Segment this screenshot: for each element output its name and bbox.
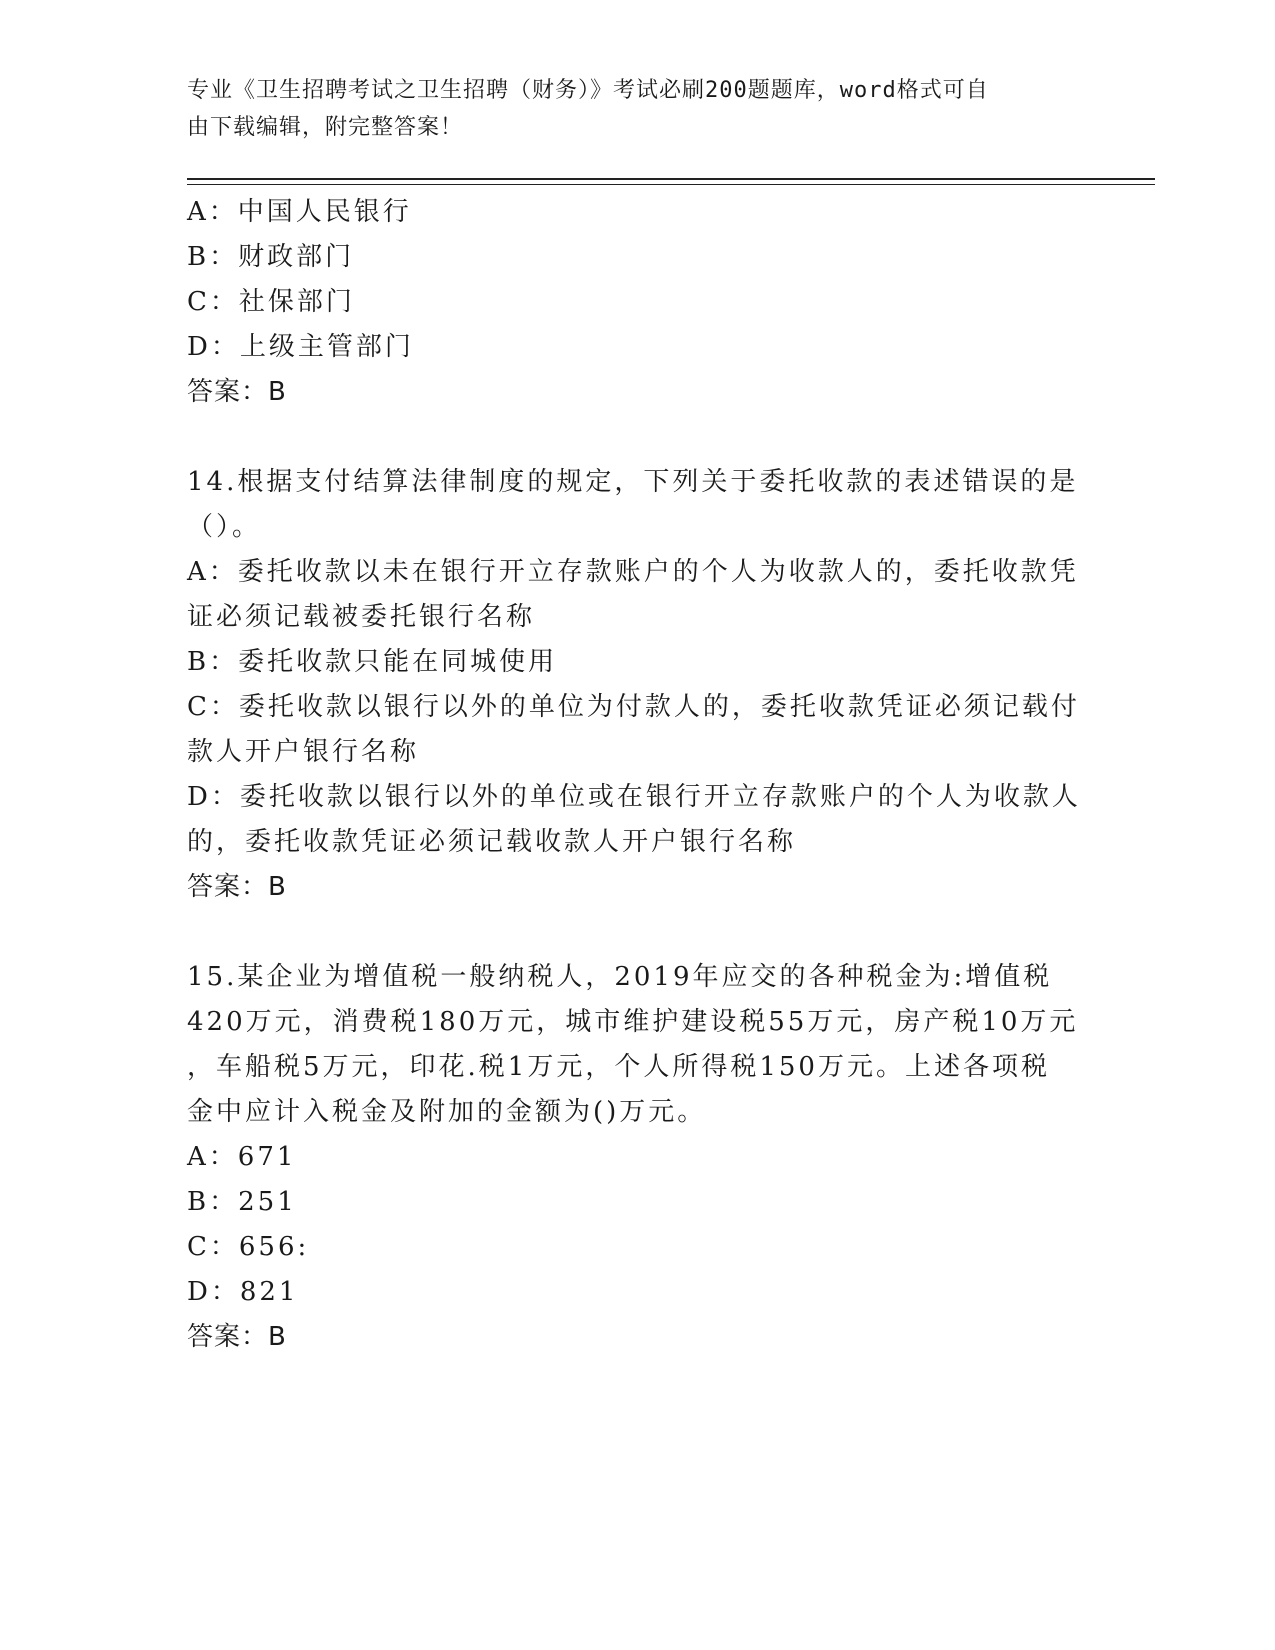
header-title-line-2: 由下载编辑，附完整答案！ [187,115,464,140]
q14-option-c-line-2: 款人开户银行名称 [187,737,420,767]
q14-option-a-line-2: 证必须记载被委托银行名称 [187,602,536,632]
q14-question-line-2: （）。 [187,512,262,542]
q15-question-line-3: ，车船税5万元，印花.税1万元，个人所得税150万元。上述各项税 [187,1052,1050,1082]
spacer [187,415,1087,460]
header-title-line-1: 专业《卫生招聘考试之卫生招聘（财务）》考试必刷200题题库，word格式可自 [187,78,989,103]
q15-answer: 答案：B [187,1322,287,1352]
document-header [187,72,1067,146]
q13-answer: 答案：B [187,377,287,407]
q15-question-line-2: 420万元，消费税180万元，城市维护建设税55万元，房产税10万元 [187,1007,1079,1037]
q15-option-b: B：251 [187,1187,297,1217]
header-divider-thick [187,178,1155,180]
q13-option-c: C：社保部门 [187,287,355,317]
question-15 [187,955,1087,1360]
q15-option-a: A：671 [187,1142,297,1172]
q14-question-line-1: 14.根据支付结算法律制度的规定，下列关于委托收款的表述错误的是 [187,467,1079,497]
spacer [187,910,1087,955]
q14-answer: 答案：B [187,872,287,902]
q15-question-line-4: 金中应计入税金及附加的金额为()万元。 [187,1097,707,1127]
q14-option-d-line-1: D：委托收款以银行以外的单位或在银行开立存款账户的个人为收款人 [187,782,1081,812]
question-14 [187,460,1087,910]
q14-option-b: B：委托收款只能在同城使用 [187,647,558,677]
question-list [187,190,1087,1360]
q13-option-d: D：上级主管部门 [187,332,414,362]
q13-option-a: A：中国人民银行 [187,197,412,227]
q14-option-d-line-2: 的，委托收款凭证必须记载收款人开户银行名称 [187,827,797,857]
q15-option-c: C：656: [187,1232,310,1262]
q15-question-line-1: 15.某企业为增值税一般纳税人，2019年应交的各种税金为:增值税 [187,962,1053,992]
question-13 [187,190,1087,415]
q13-option-b: B：财政部门 [187,242,355,272]
q14-option-c-line-1: C：委托收款以银行以外的单位为付款人的，委托收款凭证必须记载付 [187,692,1080,722]
header-divider-thin [187,184,1155,185]
q15-option-d: D：821 [187,1277,299,1307]
q14-option-a-line-1: A：委托收款以未在银行开立存款账户的个人为收款人的，委托收款凭 [187,557,1079,587]
